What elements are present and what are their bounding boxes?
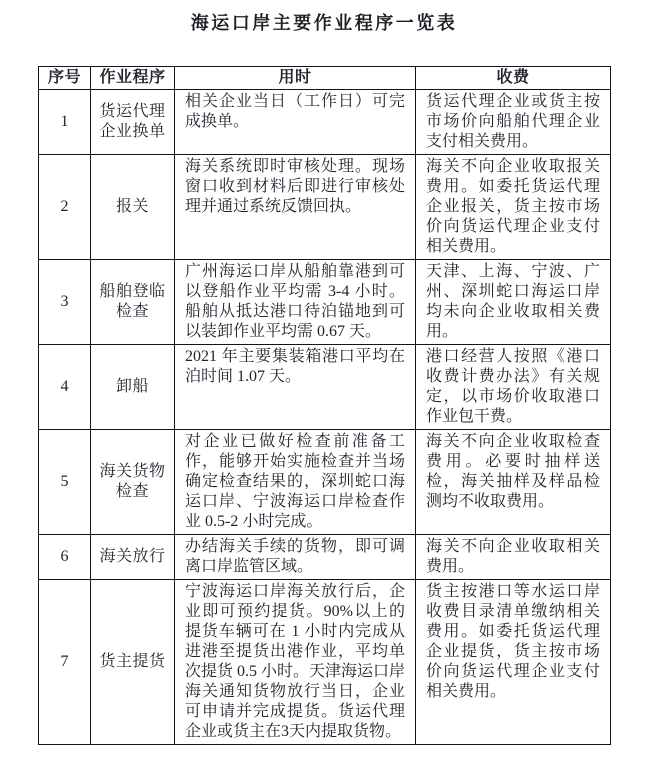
cell-seq: 3 <box>39 260 91 345</box>
cell-fee: 海关不向企业收取相关费用。 <box>416 535 611 580</box>
cell-seq: 2 <box>39 155 91 260</box>
cell-time: 广州海运口岸从船舶靠港到可以登船作业平均需 3-4 小时。船舶从抵达港口待泊锚地到可以装卸作业平均需 0.67 天。 <box>175 260 416 345</box>
cell-fee: 海关不向企业收取检查费用。必要时抽样送检，海关抽样及样品检测均不收取费用。 <box>416 430 611 535</box>
procedures-table <box>38 66 611 745</box>
cell-procedure: 船舶登临检查 <box>91 260 175 345</box>
cell-procedure: 海关放行 <box>91 535 175 580</box>
cell-procedure: 海关货物检查 <box>91 430 175 535</box>
cell-procedure: 报关 <box>91 155 175 260</box>
cell-seq: 5 <box>39 430 91 535</box>
table-row <box>39 90 611 155</box>
cell-fee: 货运代理企业或货主按市场价向船舶代理企业支付相关费用。 <box>416 90 611 155</box>
cell-fee: 货主按港口等水运口岸收费目录清单缴纳相关费用。如委托货运代理企业提货，货主按市场价向货运代理企业支付相关费用。 <box>416 580 611 745</box>
cell-seq: 7 <box>39 580 91 745</box>
col-header-time: 用时 <box>175 67 416 90</box>
cell-procedure: 货主提货 <box>91 580 175 745</box>
table-row <box>39 155 611 260</box>
cell-time: 2021 年主要集装箱港口平均在泊时间 1.07 天。 <box>175 345 416 430</box>
cell-fee: 港口经营人按照《港口收费计费办法》有关规定，以市场价收取港口作业包干费。 <box>416 345 611 430</box>
page-title: 海运口岸主要作业程序一览表 <box>190 13 458 33</box>
cell-fee: 海关不向企业收取报关费用。如委托货运代理企业报关，货主按市场价向货运代理企业支付相关费用。 <box>416 155 611 260</box>
cell-time: 宁波海运口岸海关放行后，企业即可预约提货。90%以上的提货车辆可在 1 小时内完成从进港至提货出港作业，平均单次提货 0.5 小时。天津海运口岸海关通知货物放行当日，企业可申请并完成提货。货运代理企业或货主在3天内提取货物。 <box>175 580 416 745</box>
table-header-row <box>39 67 611 90</box>
cell-time: 海关系统即时审核处理。现场窗口收到材料后即进行审核处理并通过系统反馈回执。 <box>175 155 416 260</box>
col-header-fee: 收费 <box>416 67 611 90</box>
table-row <box>39 345 611 430</box>
table-row <box>39 260 611 345</box>
table-row <box>39 535 611 580</box>
cell-time: 相关企业当日（工作日）可完成换单。 <box>175 90 416 155</box>
cell-time: 办结海关手续的货物，即可调离口岸监管区域。 <box>175 535 416 580</box>
cell-seq: 6 <box>39 535 91 580</box>
cell-procedure: 卸船 <box>91 345 175 430</box>
col-header-procedure: 作业程序 <box>91 67 175 90</box>
cell-seq: 1 <box>39 90 91 155</box>
cell-procedure: 货运代理企业换单 <box>91 90 175 155</box>
cell-seq: 4 <box>39 345 91 430</box>
col-header-seq: 序号 <box>39 67 91 90</box>
table-row <box>39 580 611 745</box>
cell-time: 对企业已做好检查前准备工作，能够开始实施检查并当场确定检查结果的，深圳蛇口海运口岸、宁波海运口岸检查作业 0.5-2 小时完成。 <box>175 430 416 535</box>
cell-fee: 天津、上海、宁波、广州、深圳蛇口海运口岸均未向企业收取相关费用。 <box>416 260 611 345</box>
table-row <box>39 430 611 535</box>
